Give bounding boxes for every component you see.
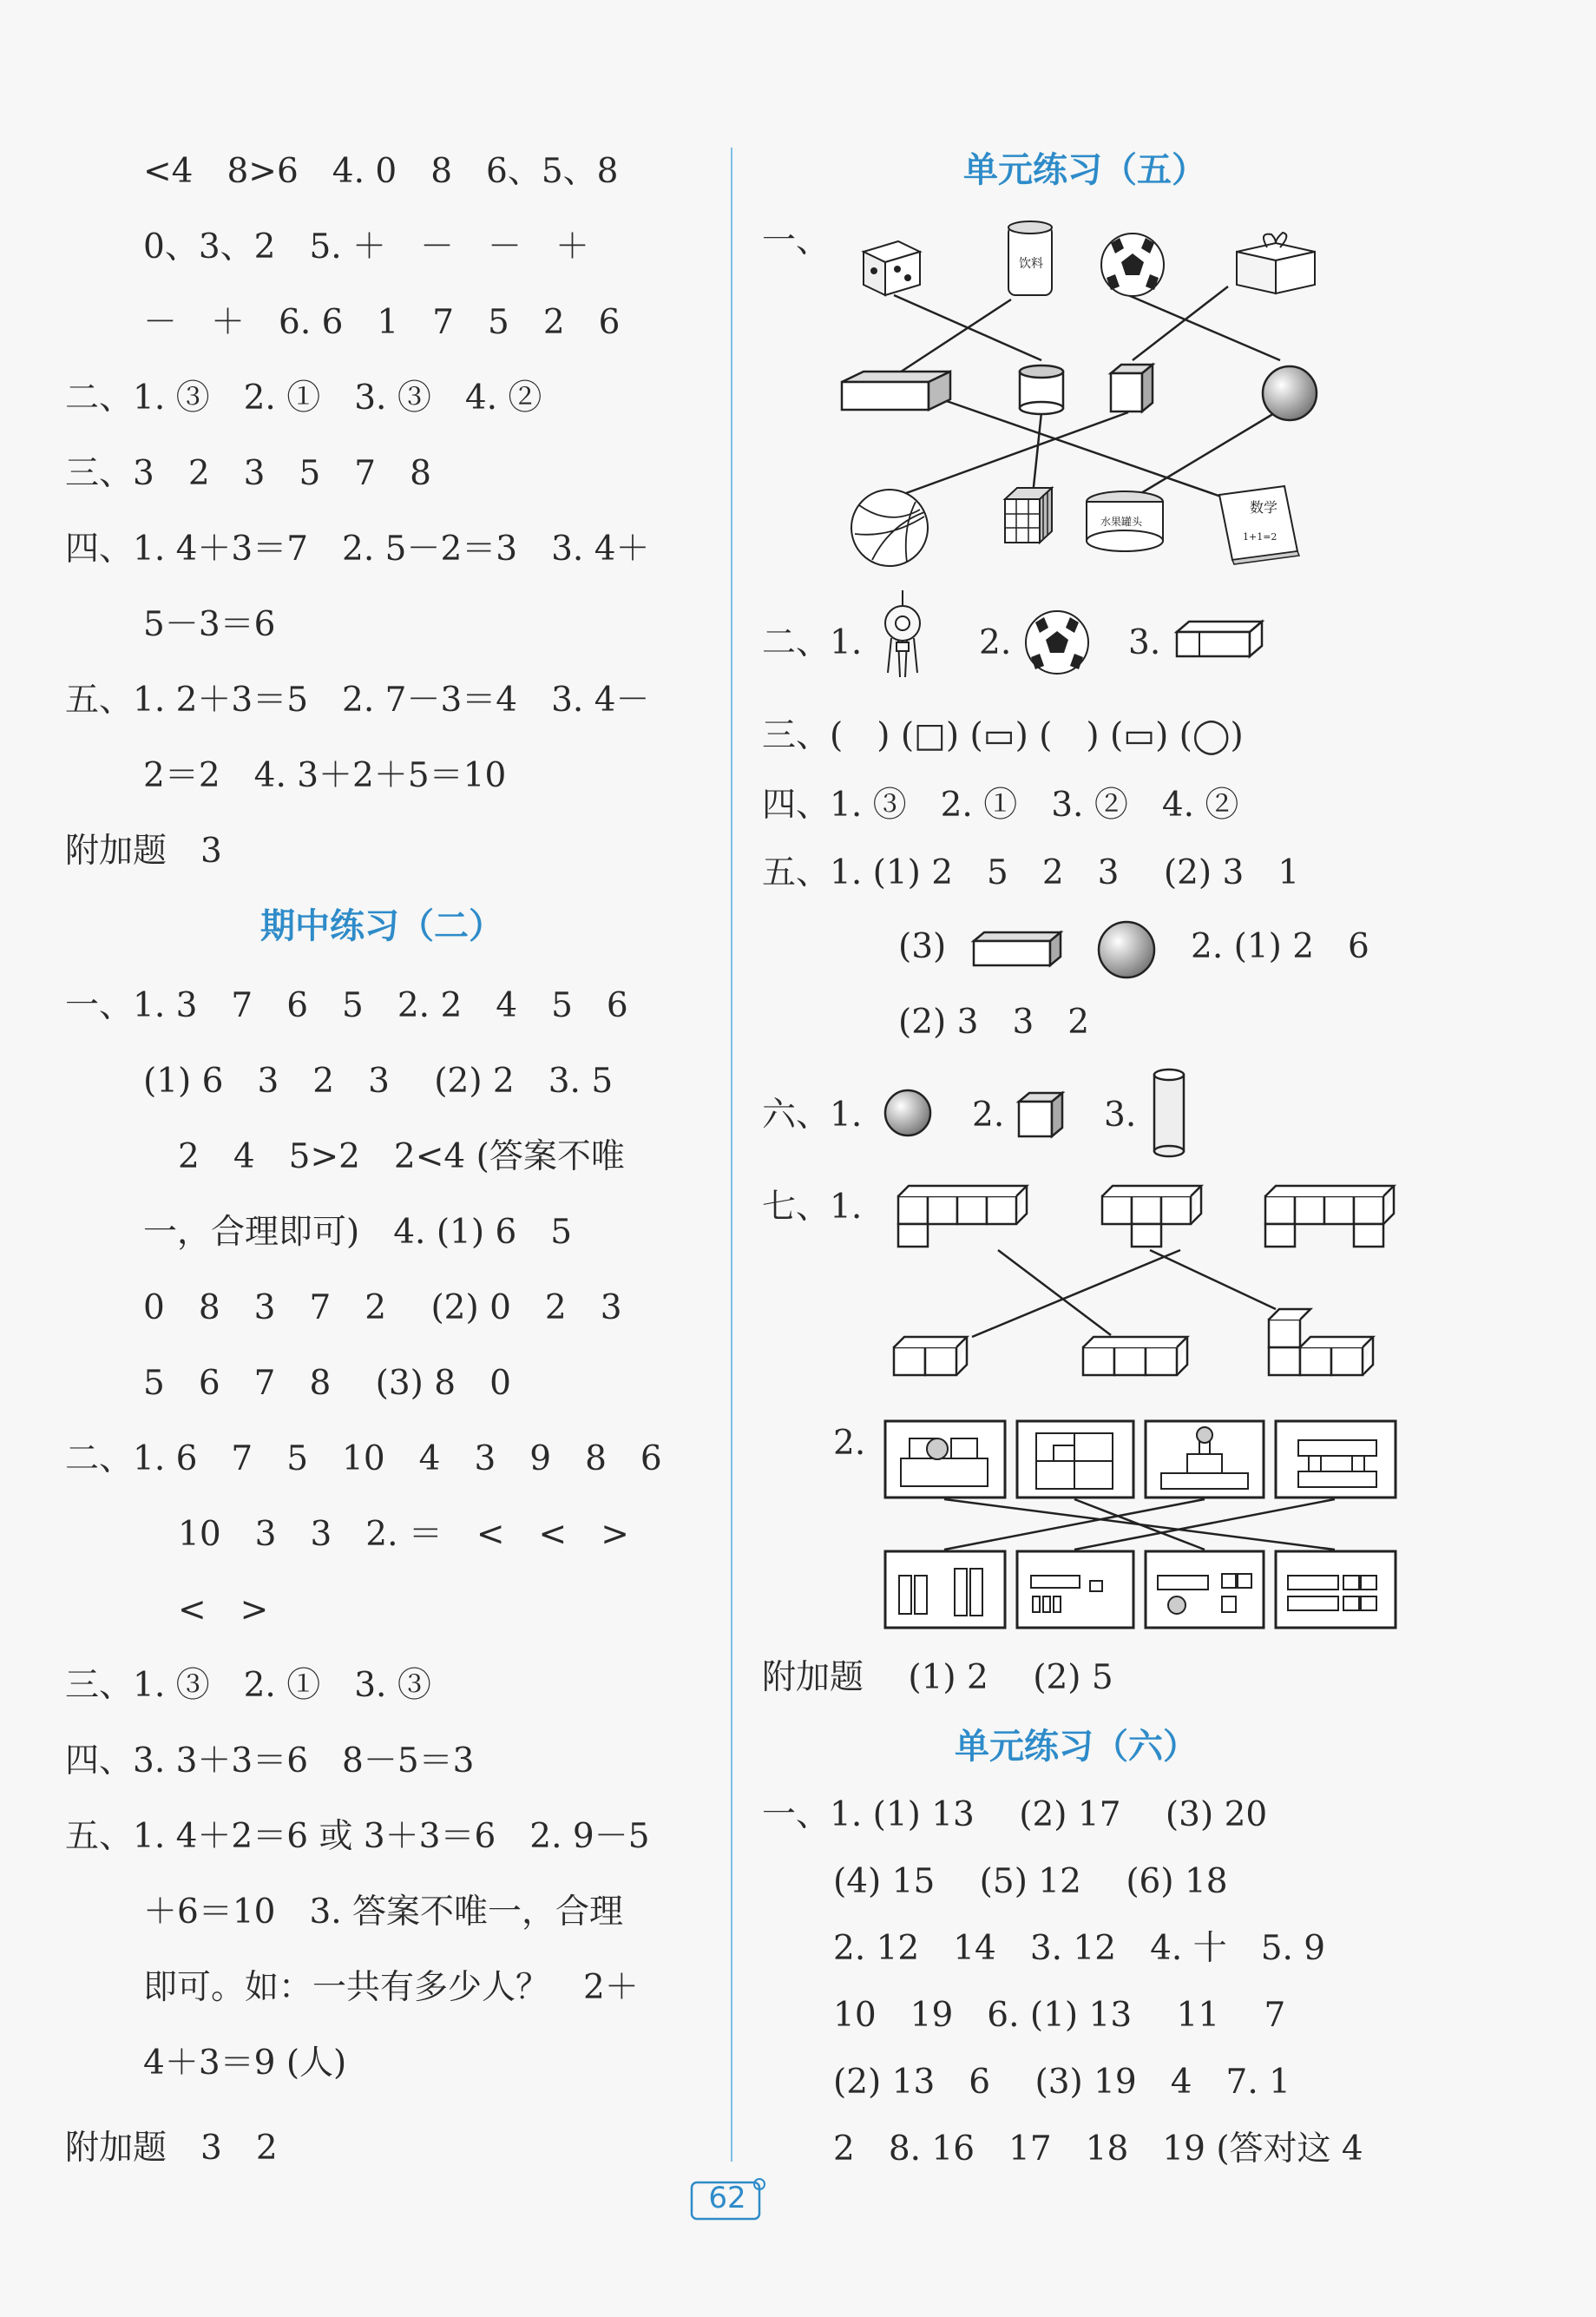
answer-line: (2) 3 3 2 [898,1003,1090,1042]
gift-box-icon [1237,233,1315,293]
answer-line: (2) 13 6 (3) 19 4 7. 1 [833,2063,1291,2102]
cube-icon [1111,365,1153,411]
dice-icon [864,241,920,295]
answer-line: 四、3. 3＋3＝6 8－5＝3 [65,1741,475,1781]
answer-line: 3. [1128,623,1161,662]
answer-line: (4) 15 (5) 12 (6) 18 [833,1862,1228,1901]
answer-line: ＋6＝10 3. 答案不唯一，合理 [143,1892,624,1932]
section-title-midterm: 期中练习（二） [260,905,503,946]
column-divider [731,148,732,2162]
answer-line: 2＝2 4. 3＋2＋5＝10 [143,756,507,795]
cylinder-icon [1150,1066,1190,1162]
answer-line: 2. [979,623,1012,662]
extra-question: 附加题 3 2 [65,2129,278,2168]
answer-line: <4 8>6 4. 0 8 6、5、8 [143,152,619,191]
cube-stack-matching [894,1181,1415,1398]
answer-line: 10 19 6. (1) 13 11 7 [833,1996,1286,2035]
soccer-ball-icon [1024,609,1094,679]
answer-line: 一，合理即可) 4. (1) 6 5 [143,1213,573,1252]
answer-line: 2. [972,1096,1005,1135]
question-label: 一、 [762,221,831,260]
answer-line: 一、1. (1) 13 (2) 17 (3) 20 [762,1795,1268,1834]
cuboid-icon [842,372,950,410]
answer-line: (1) 6 3 2 3 (2) 2 3. 5 [143,1062,614,1101]
answer-line: 五、1. (1) 2 5 2 3 (2) 3 1 [762,853,1300,892]
answer-line: － ＋ 6. 6 1 7 5 2 6 [143,303,621,342]
book-title: 数学 [1250,499,1278,516]
answer-line: 四、1. 4＋3＝7 2. 5－2＝3 3. 4＋ [65,530,650,569]
sphere-icon [1263,366,1317,420]
answer-line: 四、1. ③ 2. ① 3. ② 4. ② [762,786,1239,825]
ornament-icon [881,590,924,690]
answer-line: 三、( ) (□) (▭) ( ) (▭) (◯) [762,716,1244,755]
soccer-ball-icon [1101,234,1164,296]
extra-question: 附加题 (1) 2 (2) 5 [762,1658,1113,1697]
answer-line: 二、1. [762,623,863,662]
cylinder-icon [1020,365,1063,414]
rubik-cube-icon [1005,488,1052,543]
extra-question: 附加题 3 [65,832,222,871]
page-number: 62 [708,2181,746,2215]
answer-line: 5 6 7 8 (3) 8 0 [143,1364,511,1403]
answer-line: 三、3 2 3 5 7 8 [65,454,431,493]
sphere-icon [1095,918,1158,981]
drink-label: 饮料 [1019,257,1043,271]
answer-line: 即可。如：一共有多少人？ 2＋ [143,1968,639,2007]
answer-line: 二、1. 6 7 5 10 4 3 9 8 6 [65,1439,662,1478]
book-equation: 1+1=2 [1243,531,1277,543]
answer-line: 五、1. 4＋2＝6 或 3＋3＝6 2. 9－5 [65,1817,650,1856]
answer-line: 3. [1104,1096,1137,1135]
answer-line: 2. [833,1424,866,1463]
math-book-icon [1219,486,1299,564]
answer-line: 六、1. [762,1096,863,1135]
answer-line: 5－3＝6 [143,605,276,644]
blocks-matching [883,1419,1404,1632]
can-label: 水果罐头 [1100,516,1143,528]
answer-line: 2. (1) 2 6 [1191,927,1369,966]
answer-line: 五、1. 2＋3＝5 2. 7－3＝4 3. 4－ [65,681,650,720]
answer-line: 二、1. ③ 2. ① 3. ③ 4. ② [65,378,542,418]
section-title-unit6: 单元练习（六） [955,1726,1198,1767]
answer-line: 2. 12 14 3. 12 4. 十 5. 9 [833,1929,1326,1968]
answer-line: 4＋3＝9 (人) [143,2044,347,2083]
answer-line: (3) [898,927,947,966]
answer-line: 三、1. ③ 2. ① 3. ③ [65,1666,431,1705]
answer-line: 一、1. 3 7 6 5 2. 2 4 5 6 [65,986,628,1025]
answer-line: < > [178,1590,269,1629]
section-title-unit5: 单元练习（五） [963,149,1206,190]
cuboid-icon [1173,618,1269,662]
ball-icon [851,490,928,566]
answer-line: 10 3 3 2. ＝ < < > [178,1515,629,1554]
cuboid-icon [970,929,1066,969]
tin-can-icon [1087,491,1163,551]
answer-line: 2 4 5>2 2<4 (答案不唯 [178,1137,625,1176]
drink-can-icon [1008,221,1052,295]
answer-line: 七、1. [762,1188,863,1227]
answer-line: 2 8. 16 17 18 19 (答对这 4 [833,2129,1363,2169]
sphere-icon [883,1089,936,1141]
matching-figure [824,217,1337,573]
cube-icon [1015,1089,1067,1142]
answer-line: 0 8 3 7 2 (2) 0 2 3 [143,1288,622,1327]
answer-line: 0、3、2 5. ＋ － － ＋ [143,227,590,267]
